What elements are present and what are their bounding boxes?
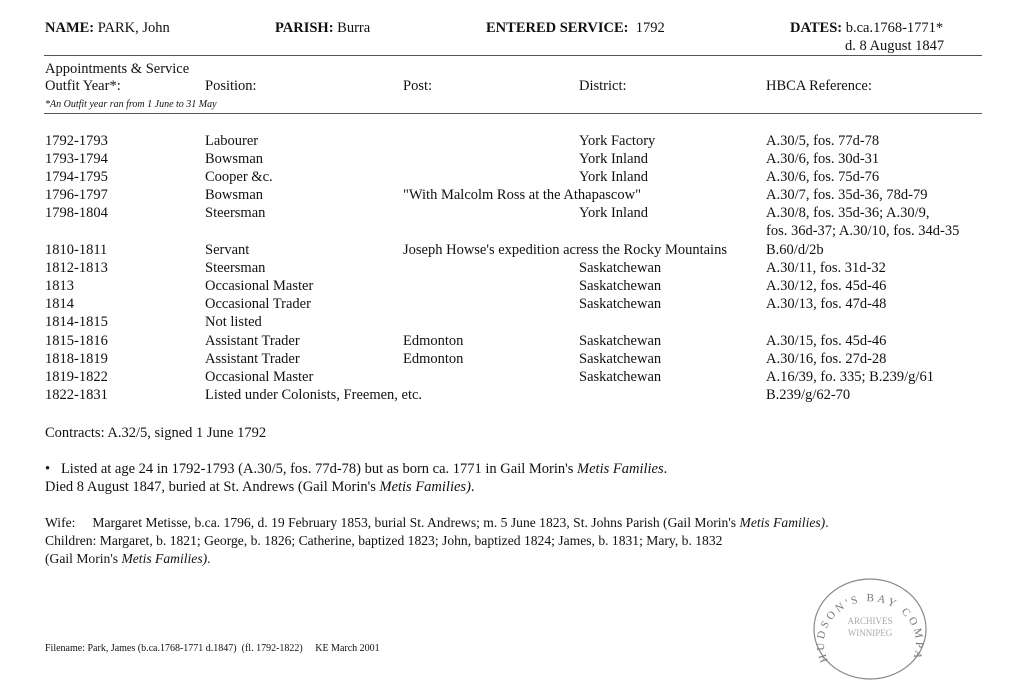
row-year: 1798-1804 [45,205,108,221]
row-district: Saskatchewan [579,278,662,294]
row-district: York Inland [579,205,649,221]
dates-field [790,20,943,37]
row-reference: A.30/6, fos. 30d-31 [766,151,880,167]
row-year: 1810-1811 [45,242,108,258]
row-reference: B.239/g/62-70 [766,387,851,403]
col-district: District: [579,78,627,94]
row-year: 1796-1797 [45,187,108,203]
table-row [0,278,1024,296]
dates-death: d. 8 August 1847 [845,38,945,54]
row-reference: A.30/15, fos. 45d-46 [766,333,887,349]
contracts-line: Contracts: A.32/5, signed 1 June 1792 [45,425,267,441]
note-punct: . [663,461,668,477]
wife-source-title: Metis Families) [739,515,826,530]
bullet-icon: • [45,461,51,477]
row-position: Assistant Trader [205,351,300,367]
table-row [0,387,1024,405]
seal-ring-text: HUDSON'S BAY COMPA [814,592,926,664]
name-field [45,20,170,37]
row-reference: A.30/8, fos. 35d-36; A.30/9, [766,205,930,221]
row-position: Occasional Master [205,278,314,294]
row-position: Listed under Colonists, Freemen, etc. [205,387,423,403]
table-row [0,369,1024,387]
note-text: Listed at age 24 in 1792-1793 (A.30/5, fos. 77d-78) but as born ca. 1771 in Gail Morin's [60,461,578,477]
row-position: Servant [205,242,250,258]
row-district: York Inland [579,151,649,167]
row-year: 1814-1815 [45,314,108,330]
row-district: Saskatchewan [579,296,662,312]
children-source-text: (Gail Morin's [45,551,122,566]
note-line-2 [45,479,475,496]
table-row [0,151,1024,169]
table-row [0,169,1024,187]
table-row [0,187,1024,205]
entered-service-value: 1792 [635,20,665,36]
row-district: York Inland [579,169,649,185]
col-hbca-reference: HBCA Reference: [766,78,872,94]
table-row [0,314,1024,332]
row-year: 1814 [45,296,74,312]
table-row [0,333,1024,351]
col-position: Position: [205,78,257,94]
note-line-1 [45,461,667,478]
dates-birth: b.ca.1768-1771* [845,20,944,36]
row-year: 1818-1819 [45,351,108,367]
row-year: 1794-1795 [45,169,108,185]
section-title: Appointments & Service [45,61,190,77]
children-line: Children: Margaret, b. 1821; George, b. 1826; Catherine, baptized 1823; John, baptized 1824; James, b. 1831; Mary, b. 1832 [45,533,723,548]
table-divider [44,113,982,114]
note-source-title: Metis Families) [379,479,471,495]
row-reference-continued: fos. 36d-37; A.30/10, fos. 34d-35 [766,223,960,239]
row-reference: A.16/39, fo. 335; B.239/g/61 [766,369,934,385]
children-source-punct: . [207,551,211,566]
row-year: 1815-1816 [45,333,108,349]
row-district: Saskatchewan [579,260,662,276]
row-year: 1812-1813 [45,260,108,276]
row-district: Saskatchewan [579,333,662,349]
row-reference: A.30/6, fos. 75d-76 [766,169,880,185]
row-reference: B.60/d/2b [766,242,824,258]
row-district: Saskatchewan [579,369,662,385]
note-text: Died 8 August 1847, buried at St. Andrews (Gail Morin's [45,479,380,495]
row-position: Bowsman [205,151,263,167]
wife-punct: . [825,515,829,530]
row-district: York Factory [579,133,656,149]
column-headers [0,78,1024,96]
parish-field [275,20,370,37]
table-row-continuation [0,223,1024,241]
seal-line-2: WINNIPEG [847,628,893,638]
col-post: Post: [403,78,433,94]
row-post: Edmonton [403,333,464,349]
filename-footer: Filename: Park, James (b.ca.1768-1771 d.1847) (fl. 1792-1822) KE March 2001 [45,643,380,654]
wife-text: Margaret Metisse, b.ca. 1796, d. 19 February 1853, burial St. Andrews; m. 5 June 1823, St. Johns Parish (Gail Morin's [92,515,740,530]
parish-value: Burra [337,20,371,36]
table-row [0,242,1024,260]
row-position: Steersman [205,260,266,276]
hbc-archives-seal [808,576,932,682]
row-position: Occasional Trader [205,296,311,312]
parish-label: PARISH: [275,20,334,36]
table-row [0,260,1024,278]
row-position: Occasional Master [205,369,314,385]
table-row [0,296,1024,314]
row-post: Edmonton [403,351,464,367]
note-source-title: Metis Families [577,461,664,477]
row-district: Saskatchewan [579,351,662,367]
children-source-line [45,551,211,567]
row-reference: A.30/16, fos. 27d-28 [766,351,887,367]
dates-label: DATES: [790,20,843,36]
seal-icon [808,576,932,682]
row-year: 1792-1793 [45,133,108,149]
row-reference: A.30/5, fos. 77d-78 [766,133,880,149]
children-source-title: Metis Families) [121,551,208,566]
row-post: "With Malcolm Ross at the Athapascow" [403,187,641,203]
row-year: 1822-1831 [45,387,108,403]
table-row [0,205,1024,223]
table-row [0,351,1024,369]
row-year: 1793-1794 [45,151,108,167]
row-position: Not listed [205,314,262,330]
row-reference: A.30/13, fos. 47d-48 [766,296,887,312]
row-position: Assistant Trader [205,333,300,349]
outfit-year-footnote: *An Outfit year ran from 1 June to 31 May [45,99,217,110]
name-label: NAME: [45,20,95,36]
entered-service-label: ENTERED SERVICE: [486,20,629,36]
row-position: Bowsman [205,187,263,203]
row-position: Labourer [205,133,259,149]
wife-label: Wife: [45,515,76,530]
row-year: 1819-1822 [45,369,108,385]
row-position: Cooper &c. [205,169,273,185]
entered-service-field [486,20,665,37]
col-outfit-year: Outfit Year*: [45,78,121,94]
row-reference: A.30/11, fos. 31d-32 [766,260,886,276]
wife-line [45,515,829,531]
row-reference: A.30/7, fos. 35d-36, 78d-79 [766,187,928,203]
note-punct: . [470,479,475,495]
row-reference: A.30/12, fos. 45d-46 [766,278,887,294]
row-position: Steersman [205,205,266,221]
seal-line-1: ARCHIVES [847,616,893,626]
header-divider [44,55,982,56]
table-row [0,133,1024,151]
row-year: 1813 [45,278,74,294]
name-value: PARK, John [97,20,170,36]
row-post: Joseph Howse's expedition acress the Rocky Mountains [403,242,727,258]
